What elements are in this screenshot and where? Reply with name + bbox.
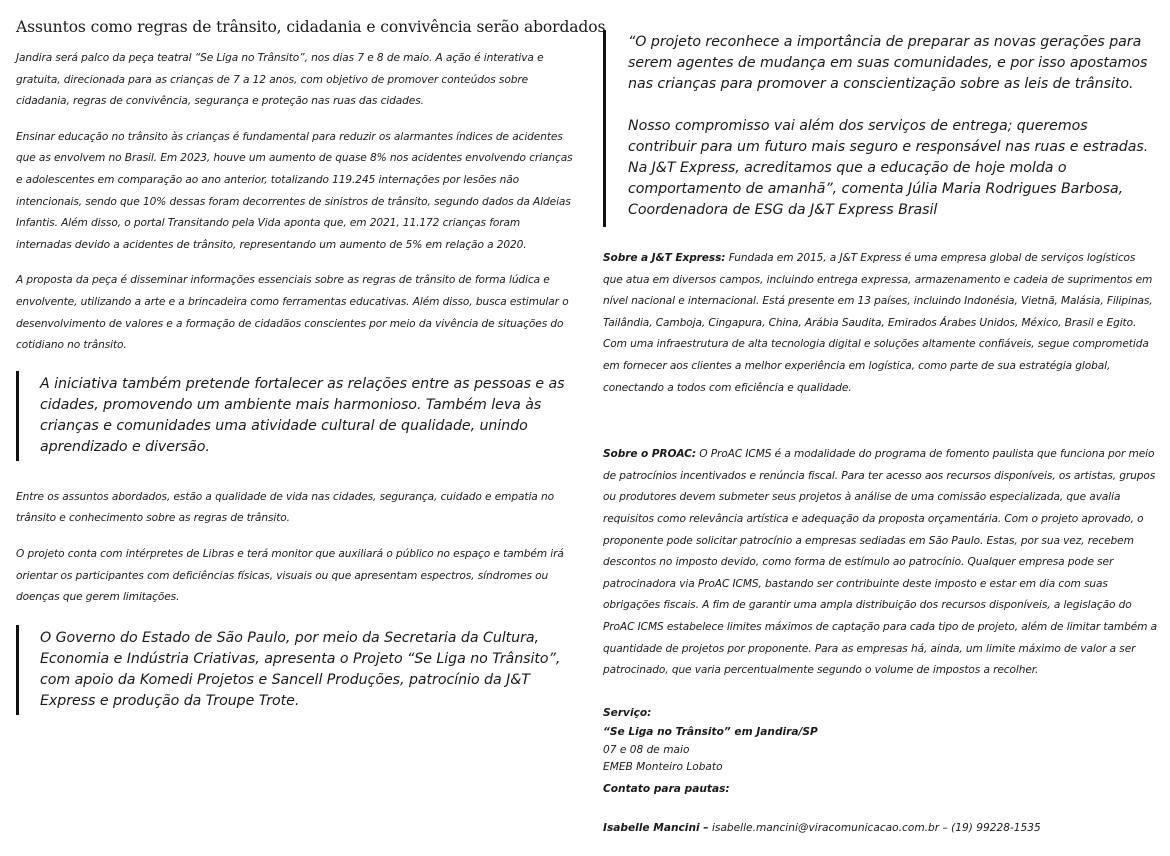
pull-quote-government: O Governo do Estado de São Paulo, por meio da Secretaria da Cultura, Economia e Indústria Criativas, apresenta o Projeto “Se Liga no Trânsito”, com apoio da Komedi Projetos e Sancell Produções, patrocínio da J&T Express e produção da Troupe Trote. [16,625,576,715]
testimonial-part-1: “O projeto reconhece a importância de preparar as novas gerações para serem agentes de mudança em suas comunidades, e por isso apostamos nas crianças para promover a conscientização sobre as leis de trânsito. [628,34,1148,92]
about-jt-express [603,248,1158,399]
right-column [603,30,1158,838]
paragraph-statistics: Ensinar educação no trânsito às crianças é fundamental para reduzir os alarmantes índices de acidentes que as envolvem no Brasil. Em 2023, houve um aumento de quase 8% nos acidentes envolvendo crianças e adolescentes em comparação ao ano anterior, totalizando 119.245 internações por lesões não intencionais, sendo que 10% dessas foram decorrentes de sinistros de trânsito, segundo dados da Aldeias Infantis. Além disso, o portal Transitando pela Vida aponta que, em 2021, 11.172 crianças foram internadas devido a acidentes de trânsito, representando um aumento de 5% em relação a 2020. [16,130,573,251]
left-column [16,18,606,715]
paragraph-topics: Entre os assuntos abordados, estão a qualidade de vida nas cidades, segurança, cuidado e empatia no trânsito e conhecimento sobre as regras de trânsito. [16,490,554,525]
testimonial-quote [603,30,1158,227]
paragraph-proposal: A proposta da peça é disseminar informações essenciais sobre as regras de trânsito de forma lúdica e envolvente, utilizando a arte e a brincadeira como ferramentas educativas. Além disso, busca estimular o desenvolvimento de valores e a formação de cidadãos conscientes por meio da vivência de situações do cotidiano no trânsito. [16,274,569,352]
pull-quote-initiative: A iniciativa também pretende fortalecer as relações entre as pessoas e as cidades, promovendo um ambiente mais harmonioso. Também leva às crianças e comunidades uma atividade cultural de qualidade, unindo aprendizado e diversão. [16,371,576,461]
event-dates: 07 e 08 de maio [603,743,690,756]
about-jt-label: Sobre a J&T Express: [603,252,726,264]
contact-name: Isabelle Mancini – [603,821,709,834]
about-proac-text: O ProAC ICMS é a modalidade do programa de fomento paulista que funciona por meio de patrocínios incentivados e renúncia fiscal. Para ter acesso aos recursos disponíveis, os artistas, grupos ou produtores devem submeter seus projetos à análise de uma comissão especializada, que avalia requisitos como relevância artística e adequação da proposta orçamentária. Com o projeto aprovado, o proponente pode solicitar patrocínio a empresas sediadas em São Paulo. Estas, por sua vez, recebem descontos no imposto devido, como forma de estímulo ao patrocínio. Qualquer empresa pode ser patrocinadora via ProAC ICMS, bastando ser contribuinte deste imposto e estar em dia com suas obrigações fiscais. A fim de garantir uma ampla distribuição dos recursos disponíveis, a legislação do ProAC ICMS estabelece limites máximos de captação para cada tipo de projeto, além de limitar também a quantidade de projetos por proponente. Para as empresas há, ainda, um limite máximo de valor a ser patrocinado, que varia percentualmente segundo o volume de impostos a recolher. [603,448,1158,677]
paragraph-intro: Jandira será palco da peça teatral “Se Liga no Trânsito”, nos dias 7 e 8 de maio. A ação é interativa e gratuita, direcionada para as crianças de 7 a 12 anos, com objetivo de promover conteúdos sobre cidadania, regras de convivência, segurança e proteção nas ruas das cidades. [16,52,544,108]
testimonial-part-2: Nosso compromisso vai além dos serviços de entrega; queremos contribuir para um futuro mais seguro e responsável nas ruas e estradas. Na J&T Express, acreditamos que a educação de hoje molda o comportamento de amanhã”, comenta Júlia Maria Rodrigues Barbosa, Coordenadora de ESG da J&T Express Brasil [628,118,1149,218]
article-title: Assuntos como regras de trânsito, cidadania e convivência serão abordados [16,18,606,36]
about-proac-label: Sobre o PROAC: [603,448,696,461]
event-venue: EMEB Monteiro Lobato [603,760,723,773]
contact-details: isabelle.mancini@viracomunicacao.com.br – (19) 99228-1535 [708,821,1041,834]
contact-heading: Contato para pautas: [603,782,730,795]
service-heading: Serviço: [603,706,652,719]
contact-line [603,819,1158,838]
paragraph-accessibility: O projeto conta com intérpretes de Libras e terá monitor que auxiliará o público no espaço e também irá orientar os participantes com deficiências físicas, visuais ou que apresentam espectros, síndromes ou doenças que gerem limitações. [16,547,564,604]
event-name: “Se Liga no Trânsito” em Jandira/SP [603,725,818,738]
about-proac [603,444,1158,682]
about-jt-text: Fundada em 2015, a J&T Express é uma empresa global de serviços logísticos que atua em diversos campos, incluindo entrega expressa, armazenamento e cadeia de suprimentos em nível nacional e internacional. Está presente em 13 países, incluindo Indonésia, Vietnã, Malásia, Filipinas, Tailândia, Camboja, Cingapura, China, Arábia Saudita, Emirados Árabes Unidos, México, Brasil e Egito. Com uma infraestrutura de alta tecnologia digital e soluções altamente confiáveis, segue comprometida em fornecer aos clientes a melhor experiência em logística, como parte de sua estratégia global, conectando a todos com eficiência e qualidade. [603,252,1153,394]
